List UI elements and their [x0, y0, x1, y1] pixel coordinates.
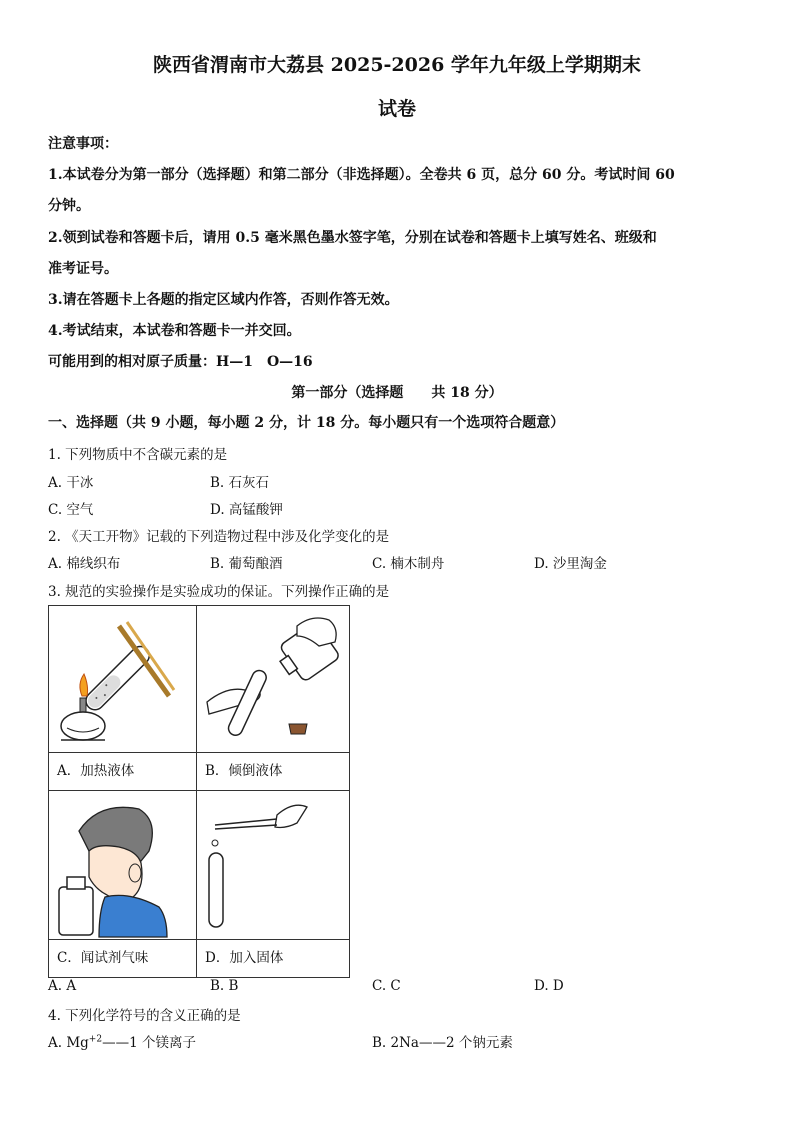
notice-item-4: 4.考试结束，本试卷和答题卡一并交回。 — [48, 323, 301, 339]
q2-option-d: D. 沙里淘金 — [534, 556, 607, 572]
q4-option-a-prefix: A. Mg — [48, 1035, 89, 1051]
atomic-mass: 可能用到的相对原子质量：H—1 O—16 — [48, 354, 313, 370]
q3-option-a: A. A — [48, 978, 77, 994]
heating-liquid-illustration — [49, 606, 196, 752]
q3-image-c — [49, 791, 197, 978]
q2-option-a: A. 棉线织布 — [48, 556, 121, 572]
notice-item-1a: 1.本试卷分为第一部分（选择题）和第二部分（非选择题）。全卷共 6 页，总分 60 分。考试时间 60 — [48, 167, 675, 183]
q4-option-a-suffix: ——1 个镁离子 — [102, 1035, 196, 1051]
page-title: 陕西省渭南市大荔县 2025-2026 学年九年级上学期期末 — [153, 54, 641, 76]
q3-caption-b: B．倾倒液体 — [197, 752, 349, 790]
notice-item-2b: 准考证号。 — [48, 261, 118, 277]
smelling-reagent-illustration — [49, 791, 196, 939]
q3-image-b — [197, 606, 350, 791]
q4-option-a-charge: +2 — [88, 1034, 103, 1045]
q4-option-a — [48, 1031, 196, 1051]
section-heading: 一、选择题（共 9 小题，每小题 2 分，计 18 分。每小题只有一个选项符合题意） — [48, 415, 565, 431]
q3-image-a — [49, 606, 197, 791]
q1-option-d: D. 高锰酸钾 — [210, 502, 283, 518]
q3-caption-c: C．闻试剂气味 — [49, 939, 196, 977]
adding-solid-illustration — [197, 791, 349, 939]
q3-caption-d: D．加入固体 — [197, 939, 349, 977]
q3-option-c: C. C — [372, 978, 401, 994]
q2-stem: 2. 《天工开物》记载的下列造物过程中涉及化学变化的是 — [48, 529, 390, 545]
q3-caption-a: A．加热液体 — [49, 752, 196, 790]
notice-heading: 注意事项： — [48, 136, 118, 152]
q3-image-d — [197, 791, 350, 978]
q4-option-b: B. 2Na——2 个钠元素 — [372, 1035, 513, 1051]
q2-option-c: C. 楠木制舟 — [372, 556, 445, 572]
q1-option-a: A. 干冰 — [48, 475, 94, 491]
notice-item-1b: 分钟。 — [48, 198, 90, 214]
q1-option-c: C. 空气 — [48, 502, 94, 518]
q3-option-d: D. D — [534, 978, 564, 994]
q2-option-b: B. 葡萄酿酒 — [210, 556, 283, 572]
pouring-liquid-illustration — [197, 606, 349, 752]
notice-item-3: 3.请在答题卡上各题的指定区域内作答，否则作答无效。 — [48, 292, 399, 308]
part1-heading: 第一部分（选择题 共 18 分） — [291, 385, 503, 401]
notice-item-2a: 2.领到试卷和答题卡后，请用 0.5 毫米黑色墨水签字笔，分别在试卷和答题卡上填写姓名、班级和 — [48, 230, 657, 246]
q4-stem: 4. 下列化学符号的含义正确的是 — [48, 1008, 241, 1024]
q3-image-table — [48, 605, 350, 978]
q3-stem: 3. 规范的实验操作是实验成功的保证。下列操作正确的是 — [48, 584, 390, 600]
page-title-line2: 试卷 — [377, 98, 416, 120]
q1-option-b: B. 石灰石 — [210, 475, 270, 491]
q3-option-b: B. B — [210, 978, 239, 994]
q1-stem: 1. 下列物质中不含碳元素的是 — [48, 447, 228, 463]
